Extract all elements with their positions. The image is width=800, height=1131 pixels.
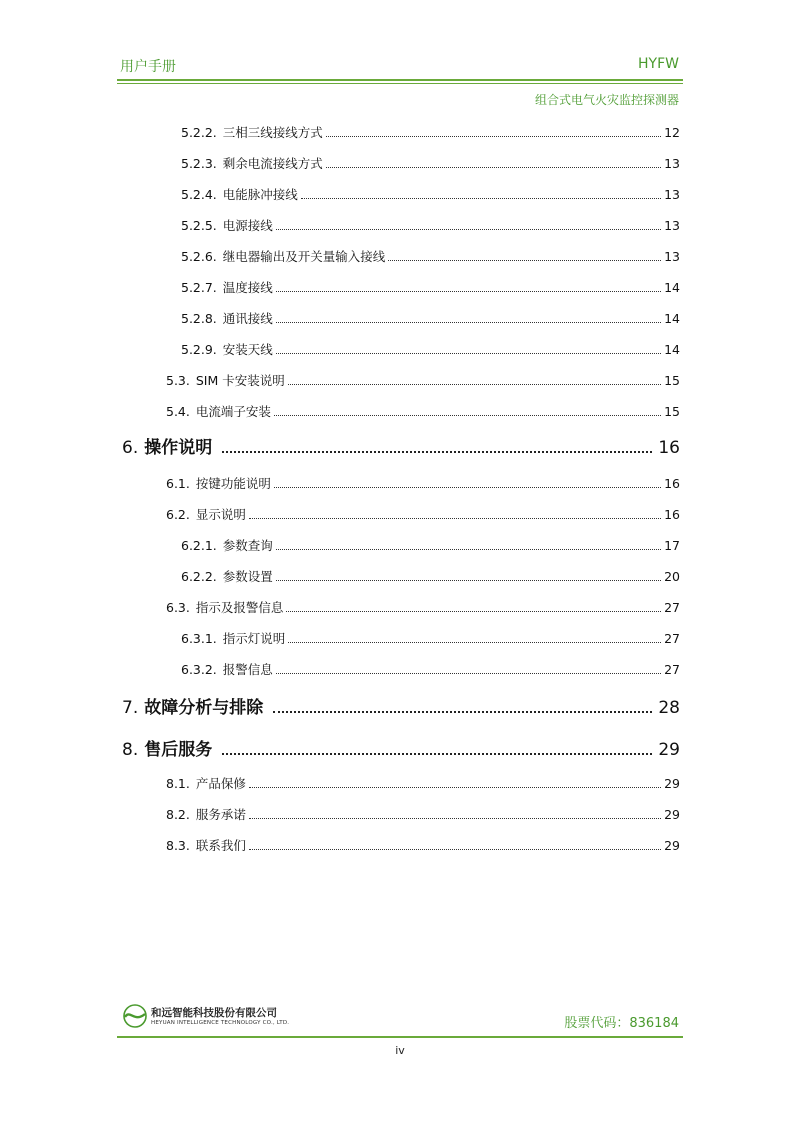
toc-leader-dots [249, 818, 661, 819]
toc-leader-dots [273, 711, 652, 713]
toc-leader-dots [276, 549, 661, 550]
toc-entry-number: 5.2.2. [181, 125, 217, 140]
toc-entry[interactable] [181, 631, 680, 647]
toc-entry-number: 6.3.2. [181, 662, 217, 677]
toc-entry-number: 7. [122, 698, 139, 718]
toc-entry-number: 6.3. [166, 600, 190, 615]
toc-leader-dots [276, 229, 661, 230]
toc-entry-number: 6.2. [166, 507, 190, 522]
toc-entry[interactable] [166, 600, 680, 616]
toc-entry[interactable] [181, 156, 680, 172]
toc-entry-title: 操作说明 [144, 438, 213, 458]
toc-entry[interactable] [166, 476, 680, 492]
toc-entry-number: 5.3. [166, 373, 190, 388]
toc-leader-dots [326, 167, 661, 168]
toc-entry-page: 15 [664, 404, 680, 419]
toc-leader-dots [249, 518, 661, 519]
toc-entry-title: 显示说明 [195, 507, 246, 522]
toc-leader-dots [276, 353, 661, 354]
toc-leader-dots [301, 198, 661, 199]
toc-entry-number: 8.1. [166, 776, 190, 791]
toc-entry-page: 13 [664, 249, 680, 264]
toc-entry[interactable] [122, 438, 680, 458]
toc-entry-page: 27 [664, 631, 680, 646]
toc-entry-title: 继电器输出及开关量输入接线 [222, 249, 386, 264]
toc-entry[interactable] [181, 569, 680, 585]
toc-entry-page: 28 [658, 698, 680, 718]
header-product-name: 组合式电气火灾监控探测器 [534, 93, 679, 107]
toc-entry[interactable] [122, 740, 680, 760]
toc-entry-number: 5.2.4. [181, 187, 217, 202]
page-number: iv [395, 1044, 405, 1057]
toc-entry[interactable] [181, 662, 680, 678]
toc-entry-number: 6.2.1. [181, 538, 217, 553]
toc-entry-title: 指示灯说明 [222, 631, 286, 646]
toc-entry-title: 温度接线 [222, 280, 273, 295]
toc-leader-dots [276, 322, 661, 323]
toc-entry[interactable] [166, 404, 680, 420]
toc-entry[interactable] [166, 776, 680, 792]
toc-entry-page: 13 [664, 187, 680, 202]
toc-leader-dots [276, 580, 661, 581]
toc-entry-page: 29 [664, 838, 680, 853]
toc-entry-title: 报警信息 [222, 662, 273, 677]
toc-entry-number: 6. [122, 438, 139, 458]
toc-entry-title: 服务承诺 [195, 807, 246, 822]
toc-entry-number: 5.2.5. [181, 218, 217, 233]
toc-entry-page: 27 [664, 662, 680, 677]
toc-entry-page: 29 [658, 740, 680, 760]
toc-entry-title: 三相三线接线方式 [222, 125, 323, 140]
toc-entry-title: 电能脉冲接线 [222, 187, 298, 202]
header-model-label: HYFW [638, 56, 679, 72]
header-divider [117, 79, 683, 81]
toc-entry-page: 12 [664, 125, 680, 140]
toc-entry-title: 通讯接线 [222, 311, 273, 326]
toc-entry-number: 6.1. [166, 476, 190, 491]
toc-entry-number: 5.4. [166, 404, 190, 419]
toc-entry-title: 售后服务 [144, 740, 213, 760]
toc-entry-page: 14 [664, 342, 680, 357]
toc-leader-dots [222, 451, 652, 453]
toc-entry[interactable] [166, 807, 680, 823]
toc-entry-number: 5.2.3. [181, 156, 217, 171]
toc-entry-title: 产品保修 [195, 776, 246, 791]
company-logo-icon [123, 1004, 147, 1028]
toc-entry-title: 安装天线 [222, 342, 273, 357]
toc-leader-dots [276, 291, 661, 292]
toc-entry-title: 电源接线 [222, 218, 273, 233]
toc-entry[interactable] [181, 187, 680, 203]
toc-leader-dots [249, 787, 661, 788]
toc-entry-title: 参数设置 [222, 569, 273, 584]
toc-entry-page: 29 [664, 776, 680, 791]
toc-entry-title: 指示及报警信息 [195, 600, 284, 615]
toc-leader-dots [388, 260, 661, 261]
toc-entry-page: 13 [664, 218, 680, 233]
toc-entry-number: 6.2.2. [181, 569, 217, 584]
toc-leader-dots [288, 642, 661, 643]
toc-entry-title: 联系我们 [195, 838, 246, 853]
toc-entry-page: 27 [664, 600, 680, 615]
toc-entry-page: 13 [664, 156, 680, 171]
toc-entry-title: 电流端子安装 [195, 404, 271, 419]
toc-entry-page: 16 [658, 438, 680, 458]
toc-entry-page: 14 [664, 311, 680, 326]
toc-entry-page: 17 [664, 538, 680, 553]
toc-leader-dots [274, 415, 661, 416]
company-name-en: HEYUAN INTELLIGENCE TECHNOLOGY CO., LTD. [151, 1020, 290, 1026]
toc-entry-number: 5.2.7. [181, 280, 217, 295]
toc-entry[interactable] [181, 538, 680, 554]
toc-entry-title: 参数查询 [222, 538, 273, 553]
footer-divider [117, 1036, 683, 1038]
toc-entry-number: 5.2.6. [181, 249, 217, 264]
toc-entry-page: 29 [664, 807, 680, 822]
toc-entry-title: 故障分析与排除 [144, 698, 264, 718]
toc-entry[interactable] [181, 218, 680, 234]
toc-entry-page: 16 [664, 476, 680, 491]
toc-entry-page: 15 [664, 373, 680, 388]
toc-entry[interactable] [166, 373, 680, 389]
toc-entry-number: 8.2. [166, 807, 190, 822]
stock-code: 股票代码：836184 [564, 1016, 679, 1031]
toc-entry-title: 剩余电流接线方式 [222, 156, 323, 171]
toc-leader-dots [288, 384, 661, 385]
toc-entry[interactable] [166, 838, 680, 854]
toc-entry[interactable] [181, 280, 680, 296]
toc-entry-page: 14 [664, 280, 680, 295]
header-manual-label: 用户手册 [120, 59, 176, 75]
toc-leader-dots [276, 673, 661, 674]
toc-entry-page: 16 [664, 507, 680, 522]
toc-entry-number: 8. [122, 740, 139, 760]
toc-leader-dots [222, 753, 652, 755]
toc-leader-dots [326, 136, 661, 137]
toc-entry-page: 20 [664, 569, 680, 584]
toc-entry[interactable] [181, 125, 680, 141]
toc-entry[interactable] [181, 249, 680, 265]
toc-entry[interactable] [166, 507, 680, 523]
toc-entry-title: 按键功能说明 [195, 476, 271, 491]
toc-leader-dots [249, 849, 661, 850]
toc-leader-dots [274, 487, 661, 488]
toc-entry-number: 5.2.8. [181, 311, 217, 326]
toc-entry-number: 5.2.9. [181, 342, 217, 357]
toc-entry[interactable] [181, 311, 680, 327]
toc-entry-number: 6.3.1. [181, 631, 217, 646]
toc-leader-dots [286, 611, 661, 612]
header-divider-thin [117, 83, 683, 84]
toc-entry[interactable] [181, 342, 680, 358]
toc-entry[interactable] [122, 698, 680, 718]
company-name: 和远智能科技股份有限公司 [151, 1007, 277, 1019]
toc-entry-title: SIM 卡安装说明 [195, 373, 285, 388]
toc-entry-number: 8.3. [166, 838, 190, 853]
